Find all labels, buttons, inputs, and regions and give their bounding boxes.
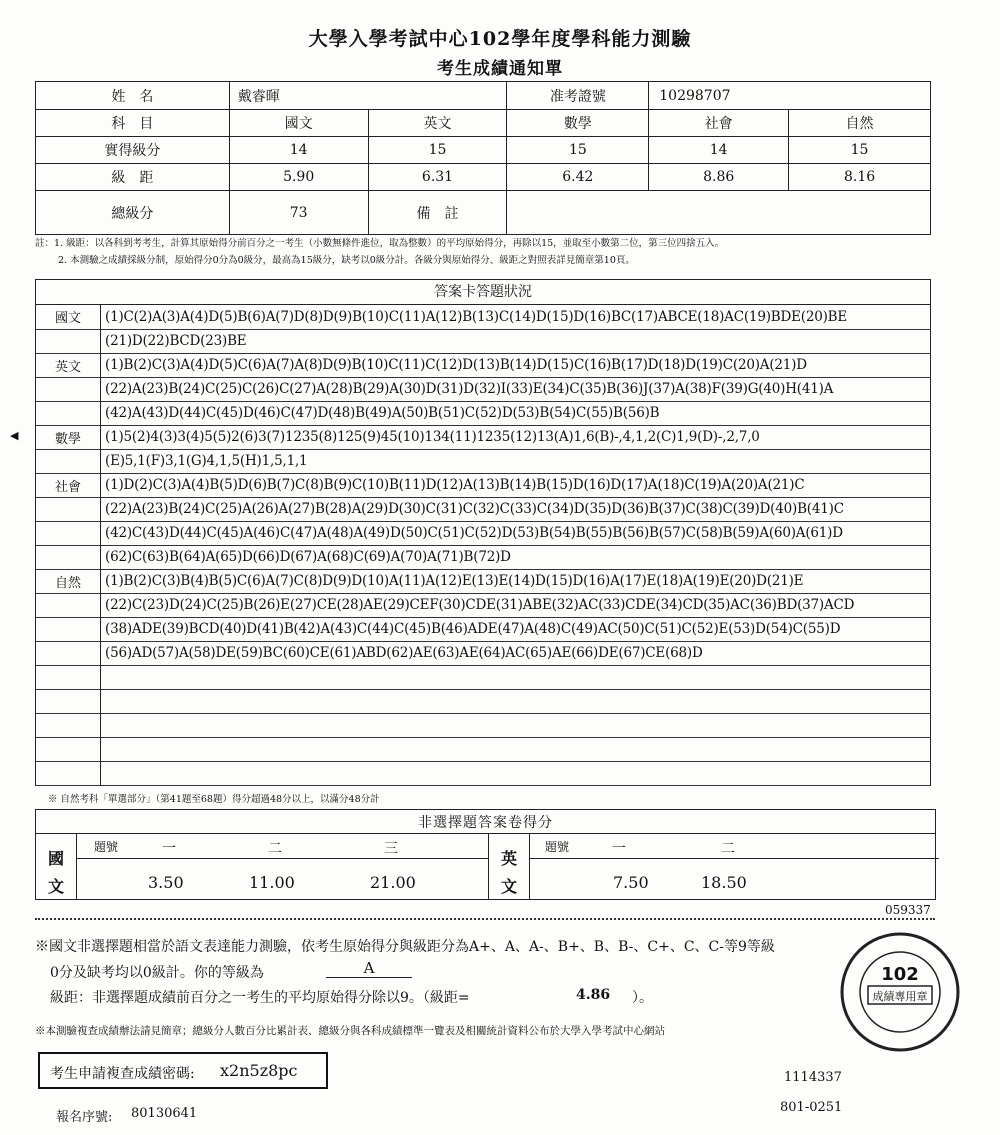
answer-row	[36, 689, 930, 713]
exam-no-value: 10298707	[649, 82, 931, 110]
answer-row	[36, 713, 930, 737]
grade-line-2: 0分及缺考均以0級計。你的等級為	[50, 965, 264, 981]
grade-line-3: 級距：非選擇題成績前百分之一考生的平均原始得分除以9。（級距=	[50, 990, 470, 1006]
answer-subject	[36, 665, 101, 689]
chinese-label: 國 文	[36, 834, 77, 900]
answer-subject: 自然	[36, 569, 101, 593]
answer-card-title: 答案卡答題狀況	[36, 280, 930, 305]
answer-row	[36, 521, 930, 545]
answer-row	[36, 761, 930, 785]
level-value: 15	[368, 137, 507, 164]
nonselect-title: 非選擇題答案卷得分	[36, 810, 936, 834]
level-value: 15	[507, 137, 649, 164]
answer-text	[101, 737, 931, 761]
question-number: 二	[721, 841, 735, 857]
answer-row	[36, 665, 930, 689]
subject-name: 國文	[229, 110, 368, 137]
answer-subject	[36, 641, 101, 665]
remark-value	[507, 191, 931, 235]
answer-row	[36, 377, 930, 401]
subject-row	[36, 110, 931, 137]
subject-label: 科 目	[36, 110, 230, 137]
nonselect-chinese	[36, 834, 489, 900]
answer-text: (38)ADE(39)BCD(40)D(41)B(42)A(43)C(44)C(45)B(46)ADE(47)A(48)C(49)AC(50)C(51)C(52)E(53)D(54)C(55)D	[101, 617, 931, 641]
answer-subject	[36, 449, 101, 473]
question-number: 一	[162, 841, 176, 857]
dotted-divider	[35, 918, 935, 920]
official-seal	[838, 930, 962, 1054]
level-label: 實得級分	[36, 137, 230, 164]
grade-value: A	[326, 959, 412, 978]
reg-value: 80130641	[131, 1106, 198, 1121]
level-value: 15	[789, 137, 931, 164]
answer-text: (22)A(23)B(24)C(25)A(26)A(27)B(28)A(29)D(30)C(31)C(32)C(33)C(34)D(35)D(36)B(37)C(38)C(39)D(40)B(41)C	[101, 497, 931, 521]
nonselect-english	[489, 834, 936, 900]
note-2: 2. 本測驗之成績採級分制，原始得分0分為0級分，最高為15級分，缺考以0級分計。各級分與原始得分、級距之對照表詳見簡章第10頁。	[58, 255, 635, 266]
question-number: 一	[612, 841, 626, 857]
answer-card-section	[35, 279, 931, 786]
level-value: 14	[229, 137, 368, 164]
answer-subject	[36, 737, 101, 761]
footer-note: ※本測驗複查成績辦法請見簡章；總級分人數百分比累計表、總級分與各科成績標準一覽表及相關統計資料公布於大學入學考試中心網站	[35, 1025, 665, 1037]
grade-line-3-suffix: ）。	[632, 990, 653, 1006]
subject-name: 英文	[368, 110, 507, 137]
answer-subject	[36, 401, 101, 425]
answer-subject: 英文	[36, 353, 101, 377]
answer-subject	[36, 329, 101, 353]
serial-top: 059337	[885, 903, 931, 917]
total-value: 73	[229, 191, 368, 235]
level-row	[36, 137, 931, 164]
answer-text: (42)C(43)D(44)C(45)A(46)C(47)A(48)A(49)D(50)C(51)C(52)D(53)B(54)B(55)B(56)B(57)C(58)B(59)A(60)A(61)D	[101, 521, 931, 545]
answer-row	[36, 545, 930, 569]
answer-text: (42)A(43)D(44)C(45)D(46)C(47)D(48)B(49)A(50)B(51)C(52)D(53)B(54)C(55)B(56)B	[101, 401, 931, 425]
name-value: 戴睿暉	[229, 82, 507, 110]
range-value: 6.42	[507, 164, 649, 191]
grade-line-1: ※國文非選擇題相當於語文表達能力測驗，依考生原始得分與級距分為A+、A、A-、B+、B、B-、C+、C、C-等9等級	[35, 939, 775, 955]
seal-number: 102	[881, 964, 919, 985]
answer-text: (1)C(2)A(3)A(4)D(5)B(6)A(7)D(8)D(9)B(10)C(11)A(12)B(13)C(14)D(15)D(16)BC(17)ABCE(18)AC(19)BDE(20)BE	[101, 305, 931, 329]
seal-icon	[838, 930, 962, 1054]
answer-subject: 國文	[36, 305, 101, 329]
subject-name: 社會	[649, 110, 789, 137]
divider	[76, 858, 488, 859]
answer-text: (22)A(23)B(24)C(25)C(26)C(27)A(28)B(29)A(30)D(31)D(32)I(33)E(34)C(35)B(36)J(37)A(38)F(39)G(40)H(41)A	[101, 377, 931, 401]
range-label: 級 距	[36, 164, 230, 191]
answer-text: (E)5,1(F)3,1(G)4,1,5(H)1,5,1,1	[101, 449, 931, 473]
question-score: 3.50	[148, 873, 184, 892]
answer-row	[36, 449, 930, 473]
seal-text: 成績專用章	[872, 990, 928, 1003]
question-score: 7.50	[613, 873, 649, 892]
qnum-label: 題號	[94, 840, 119, 854]
page-title: 大學入學考試中心102學年度學科能力測驗	[308, 28, 692, 50]
answer-text	[101, 713, 931, 737]
answer-subject	[36, 761, 101, 785]
answer-text: (22)C(23)D(24)C(25)B(26)E(27)CE(28)AE(29)CEF(30)CDE(31)ABE(32)AC(33)CDE(34)CD(35)AC(36)BD(37)ACD	[101, 593, 931, 617]
answer-row	[36, 569, 930, 593]
total-row	[36, 191, 931, 235]
answer-row	[36, 497, 930, 521]
answer-text: (1)B(2)C(3)B(4)B(5)C(6)A(7)C(8)D(9)D(10)A(11)A(12)E(13)E(14)D(15)D(16)A(17)E(18)A(19)E(20)D(21)E	[101, 569, 931, 593]
subject-name: 數學	[507, 110, 649, 137]
answer-text: (56)AD(57)A(58)DE(59)BC(60)CE(61)ABD(62)AE(63)AE(64)AC(65)AE(66)DE(67)CE(68)D	[101, 641, 931, 665]
answer-row	[36, 593, 930, 617]
row-marker-icon: ◀	[10, 429, 19, 442]
subject-name: 自然	[789, 110, 931, 137]
answer-subject	[36, 377, 101, 401]
divider	[529, 858, 939, 859]
recheck-label: 考生申請複查成績密碼:	[50, 1066, 195, 1082]
answer-subject	[36, 593, 101, 617]
answer-subject	[36, 521, 101, 545]
answer-text: (1)B(2)C(3)A(4)D(5)C(6)A(7)A(8)D(9)B(10)C(11)C(12)D(13)B(14)D(15)C(16)B(17)D(18)D(19)C(20)A(21)D	[101, 353, 931, 377]
range-value: 6.31	[368, 164, 507, 191]
question-score: 18.50	[701, 873, 747, 892]
score-table	[35, 81, 931, 235]
answer-subject	[36, 689, 101, 713]
nonselect-table	[35, 809, 936, 900]
range-row	[36, 164, 931, 191]
answer-table	[36, 305, 930, 786]
answer-text: (21)D(22)BCD(23)BE	[101, 329, 931, 353]
remark-label: 備 註	[368, 191, 507, 235]
answer-row	[36, 401, 930, 425]
answer-row	[36, 641, 930, 665]
range-value: 8.86	[649, 164, 789, 191]
reg-label: 報名序號:	[56, 1110, 113, 1125]
range-value: 5.90	[229, 164, 368, 191]
answer-text: (1)5(2)4(3)3(4)5(5)2(6)3(7)1235(8)125(9)45(10)134(11)1235(12)13(A)1,6(B)-,4,1,2(C)1,9(D)-,2,7,0	[101, 425, 931, 449]
answer-text	[101, 689, 931, 713]
question-number: 二	[268, 841, 282, 857]
code-1: 1114337	[784, 1070, 842, 1085]
qnum-label: 題號	[545, 840, 570, 854]
answer-row	[36, 617, 930, 641]
answer-subject	[36, 497, 101, 521]
name-row	[36, 82, 931, 110]
answer-row	[36, 737, 930, 761]
answer-subject: 數學	[36, 425, 101, 449]
note-1: 註：1. 級距：以各科到考考生，計算其原始得分前百分之一考生（小數無條件進位，取為整數）的平均原始得分，再除以15，並取至小數第二位，第三位四捨五入。	[35, 238, 725, 249]
level-value: 14	[649, 137, 789, 164]
question-number: 三	[384, 841, 398, 857]
answer-row	[36, 305, 930, 329]
name-label: 姓 名	[36, 82, 230, 110]
page-subtitle: 考生成績通知單	[437, 59, 563, 79]
answer-text: (62)C(63)B(64)A(65)D(66)D(67)A(68)C(69)A(70)A(71)B(72)D	[101, 545, 931, 569]
answer-subject	[36, 545, 101, 569]
grade-range-value: 4.86	[576, 987, 611, 1003]
answer-footnote: ※ 自然考科「單選部分」（第41題至68題）得分超過48分以上，以滿分48分計	[48, 794, 380, 805]
english-label: 英 文	[489, 834, 530, 900]
exam-no-label: 准考證號	[507, 82, 649, 110]
answer-row	[36, 353, 930, 377]
answer-row	[36, 329, 930, 353]
question-score: 21.00	[370, 873, 416, 892]
answer-subject	[36, 617, 101, 641]
answer-row	[36, 425, 930, 449]
answer-text: (1)D(2)C(3)A(4)B(5)D(6)B(7)C(8)B(9)C(10)B(11)D(12)A(13)B(14)B(15)D(16)D(17)A(18)C(19)A(20)A(21)C	[101, 473, 931, 497]
answer-text	[101, 665, 931, 689]
answer-row	[36, 473, 930, 497]
answer-subject	[36, 713, 101, 737]
recheck-box	[38, 1052, 328, 1089]
answer-subject: 社會	[36, 473, 101, 497]
recheck-password: x2n5z8pc	[220, 1061, 298, 1080]
answer-text	[101, 761, 931, 785]
range-value: 8.16	[789, 164, 931, 191]
total-label: 總級分	[36, 191, 230, 235]
question-score: 11.00	[249, 873, 295, 892]
code-2: 801-0251	[780, 1100, 843, 1115]
